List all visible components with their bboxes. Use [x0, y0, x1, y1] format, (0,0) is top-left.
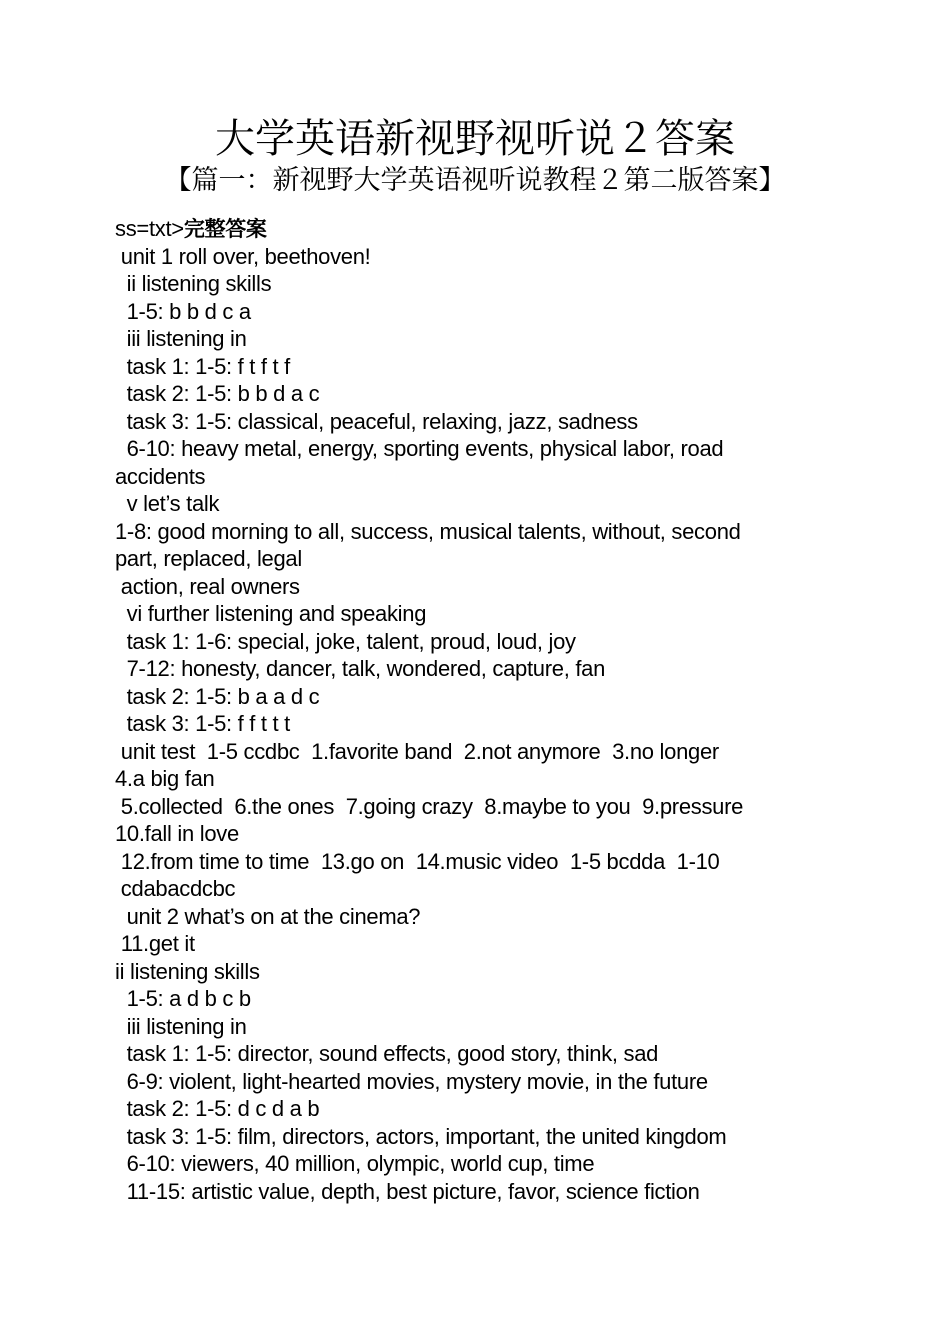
text-line: ii listening skills — [115, 958, 260, 984]
text-line: task 1: 1-5: f t f t f — [115, 353, 290, 379]
text-line: part, replaced, legal — [115, 546, 302, 571]
first-line-prefix: ss=txt> — [115, 216, 184, 241]
text-line: v let’s talk — [115, 491, 220, 516]
text-line: task 2: 1-5: b b d a c — [115, 381, 320, 406]
text-line: task 2: 1-5: b a a d c — [115, 683, 320, 709]
text-line: unit 2 what’s on at the cinema? — [115, 903, 421, 929]
text-line: 4.a big fan — [115, 766, 215, 791]
text-line: accidents — [115, 463, 206, 489]
first-line — [115, 215, 845, 243]
text-line: 6-10: viewers, 40 million, olympic, world cup, time — [115, 1151, 595, 1176]
first-line-bold: 完整答案 — [183, 217, 267, 241]
text-line: vi further listening and speaking — [115, 601, 427, 626]
text-line: 1-8: good morning to all, success, musical talents, without, second — [115, 518, 741, 544]
text-line: cdabacdcbc — [115, 876, 236, 901]
text-line: unit 1 roll over, beethoven! — [115, 243, 371, 269]
text-line: iii listening in — [115, 326, 247, 351]
text-line: 11-15: artistic value, depth, best picture, favor, science fiction — [115, 1178, 700, 1204]
text-line: 5.collected 6.the ones 7.going crazy 8.maybe to you 9.pressure — [115, 793, 744, 819]
text-line: 10.fall in love — [115, 821, 239, 846]
text-line: 1-5: b b d c a — [115, 298, 251, 324]
document-body — [115, 215, 845, 1205]
text-line: task 1: 1-5: director, sound effects, good story, think, sad — [115, 1041, 659, 1066]
text-line: 1-5: a d b c b — [115, 986, 251, 1011]
answer-lines — [115, 243, 845, 1206]
text-line: iii listening in — [115, 1013, 247, 1039]
document-title: 大学英语新视野视听说２答案 — [215, 116, 735, 162]
text-line: task 1: 1-6: special, joke, talent, proud, loud, joy — [115, 628, 576, 654]
text-line: action, real owners — [115, 573, 300, 599]
text-line: task 3: 1-5: f f t t t — [115, 711, 290, 736]
text-line: unit test 1-5 ccdbc 1.favorite band 2.not anymore 3.no longer — [115, 738, 719, 764]
text-line: task 3: 1-5: classical, peaceful, relaxing, jazz, sadness — [115, 408, 638, 434]
text-line: task 2: 1-5: d c d a b — [115, 1096, 320, 1121]
text-line: ii listening skills — [115, 271, 272, 296]
text-line: 11.get it — [115, 931, 195, 956]
text-line: 6-10: heavy metal, energy, sporting events, physical labor, road — [115, 436, 724, 461]
text-line: 6-9: violent, light-hearted movies, mystery movie, in the future — [115, 1068, 708, 1094]
document-subtitle: 【篇一：新视野大学英语视听说教程２第二版答案】 — [164, 165, 786, 196]
text-line: 12.from time to time 13.go on 14.music video 1-5 bcdda 1-10 — [115, 848, 720, 874]
text-line: task 3: 1-5: film, directors, actors, important, the united kingdom — [115, 1123, 727, 1149]
text-line: 7-12: honesty, dancer, talk, wondered, capture, fan — [115, 656, 606, 681]
